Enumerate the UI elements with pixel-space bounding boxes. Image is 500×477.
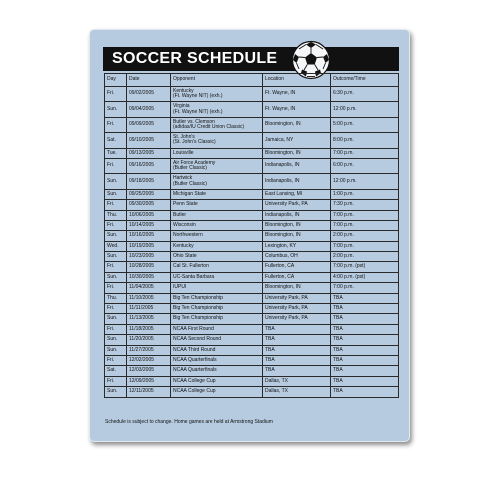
time-cell: 7:00 p.m. bbox=[331, 241, 399, 251]
table-row bbox=[105, 387, 399, 397]
table-row bbox=[105, 376, 399, 386]
time-cell: TBA bbox=[331, 293, 399, 303]
day-cell: Fri. bbox=[105, 158, 127, 173]
date-cell: 11/13/2005 bbox=[127, 314, 171, 324]
time-cell: 12:00 p.m. bbox=[331, 174, 399, 189]
opponent-name: Louisville bbox=[173, 149, 194, 156]
table-row bbox=[105, 304, 399, 314]
day-cell: Thu. bbox=[105, 293, 127, 303]
time-cell: 2:00 p.m. bbox=[331, 231, 399, 241]
time-cell: 7:00 p.m. bbox=[331, 148, 399, 158]
opponent-name: Big Ten Championship bbox=[173, 294, 223, 301]
day-cell: Tue. bbox=[105, 148, 127, 158]
location-cell: Bloomington, IN bbox=[263, 148, 331, 158]
opponent-name: Ohio State bbox=[173, 253, 197, 260]
time-cell: TBA bbox=[331, 314, 399, 324]
time-cell: TBA bbox=[331, 355, 399, 365]
time-cell: 7:00 p.m. bbox=[331, 220, 399, 230]
opponent-cell bbox=[171, 293, 263, 303]
location-cell: University Park, PA bbox=[263, 200, 331, 210]
opponent-cell bbox=[171, 324, 263, 334]
date-cell: 11/20/2005 bbox=[127, 335, 171, 345]
day-cell: Fri. bbox=[105, 355, 127, 365]
day-cell: Thu. bbox=[105, 210, 127, 220]
opponent-name: Air Force Academy bbox=[173, 159, 216, 166]
schedule-card bbox=[89, 29, 410, 442]
table-row bbox=[105, 148, 399, 158]
table-row bbox=[105, 220, 399, 230]
day-cell: Sun. bbox=[105, 272, 127, 282]
time-cell: TBA bbox=[331, 366, 399, 376]
day-cell: Fri. bbox=[105, 87, 127, 102]
date-cell: 09/10/2005 bbox=[127, 133, 171, 148]
location-cell: TBA bbox=[263, 335, 331, 345]
time-cell: 6:30 p.m. bbox=[331, 87, 399, 102]
time-cell: 6:00 p.m. bbox=[331, 158, 399, 173]
location-cell: Fullerton, CA bbox=[263, 262, 331, 272]
table-row bbox=[105, 189, 399, 199]
opponent-cell bbox=[171, 366, 263, 376]
location-cell: Indianapolis, IN bbox=[263, 174, 331, 189]
date-cell: 09/18/2005 bbox=[127, 174, 171, 189]
opponent-cell bbox=[171, 200, 263, 210]
date-cell: 09/25/2005 bbox=[127, 189, 171, 199]
opponent-cell bbox=[171, 117, 263, 132]
table-row bbox=[105, 335, 399, 345]
opponent-cell bbox=[171, 189, 263, 199]
opponent-cell bbox=[171, 174, 263, 189]
time-cell: TBA bbox=[331, 335, 399, 345]
opponent-cell bbox=[171, 304, 263, 314]
location-cell: Lexington, KY bbox=[263, 241, 331, 251]
date-cell: 09/16/2005 bbox=[127, 158, 171, 173]
time-cell: 1:00 p.m. bbox=[331, 189, 399, 199]
date-cell: 10/19/2005 bbox=[127, 241, 171, 251]
opponent-name: Butler vs. Clemson bbox=[173, 118, 215, 125]
table-row bbox=[105, 272, 399, 282]
location-cell: East Lansing, MI bbox=[263, 189, 331, 199]
day-cell: Sun. bbox=[105, 345, 127, 355]
day-cell: Fri. bbox=[105, 324, 127, 334]
opponent-cell bbox=[171, 133, 263, 148]
opponent-cell bbox=[171, 241, 263, 251]
date-cell: 12/02/2005 bbox=[127, 355, 171, 365]
table-row bbox=[105, 102, 399, 117]
opponent-name: NCAA Second Round bbox=[173, 336, 222, 343]
time-cell: TBA bbox=[331, 387, 399, 397]
location-cell: Dallas, TX bbox=[263, 376, 331, 386]
day-cell: Sun. bbox=[105, 252, 127, 262]
date-cell: 12/09/2005 bbox=[127, 376, 171, 386]
opponent-cell bbox=[171, 355, 263, 365]
opponent-note: (Butler Classic) bbox=[173, 180, 207, 187]
date-cell: 11/11/2005 bbox=[127, 304, 171, 314]
table-row bbox=[105, 324, 399, 334]
table-row bbox=[105, 345, 399, 355]
table-row bbox=[105, 174, 399, 189]
location-cell: Jamaica, NY bbox=[263, 133, 331, 148]
date-cell: 09/04/2005 bbox=[127, 102, 171, 117]
opponent-name: Cal St. Fullerton bbox=[173, 263, 209, 270]
time-cell: 7:30 p.m. bbox=[331, 200, 399, 210]
page-title: SOCCER SCHEDULE bbox=[112, 50, 278, 67]
time-cell: 7:00 p.m. (pst) bbox=[331, 262, 399, 272]
opponent-name: Northwestern bbox=[173, 232, 203, 239]
opponent-name: NCAA College Cup bbox=[173, 388, 216, 395]
table-row bbox=[105, 158, 399, 173]
opponent-cell bbox=[171, 387, 263, 397]
day-cell: Sun. bbox=[105, 231, 127, 241]
table-row bbox=[105, 210, 399, 220]
column-header: Outcome/Time bbox=[331, 74, 399, 87]
opponent-name: St. John's bbox=[173, 133, 195, 140]
table-row bbox=[105, 283, 399, 293]
opponent-cell bbox=[171, 262, 263, 272]
time-cell: 2:00 p.m. bbox=[331, 252, 399, 262]
time-cell: 4:00 p.m. (pst) bbox=[331, 272, 399, 282]
location-cell: Bloomington, IN bbox=[263, 231, 331, 241]
table-row bbox=[105, 231, 399, 241]
opponent-cell bbox=[171, 283, 263, 293]
opponent-name: UC-Santa Barbara bbox=[173, 273, 215, 280]
day-cell: Fri. bbox=[105, 262, 127, 272]
opponent-cell bbox=[171, 335, 263, 345]
day-cell: Fri. bbox=[105, 376, 127, 386]
table-row bbox=[105, 252, 399, 262]
date-cell: 10/30/2005 bbox=[127, 272, 171, 282]
title-bar bbox=[103, 47, 399, 71]
date-cell: 11/04/2005 bbox=[127, 283, 171, 293]
opponent-cell bbox=[171, 345, 263, 355]
location-cell: University Park, PA bbox=[263, 304, 331, 314]
opponent-cell bbox=[171, 220, 263, 230]
opponent-name: Kentucky bbox=[173, 242, 194, 249]
opponent-cell bbox=[171, 314, 263, 324]
opponent-name: NCAA Quarterfinals bbox=[173, 367, 217, 374]
column-header: Opponent bbox=[171, 74, 263, 87]
time-cell: TBA bbox=[331, 324, 399, 334]
opponent-name: Big Ten Championship bbox=[173, 305, 223, 312]
table-row bbox=[105, 355, 399, 365]
schedule-table bbox=[104, 73, 399, 398]
date-cell: 10/14/2005 bbox=[127, 220, 171, 230]
location-cell: Fullerton, CA bbox=[263, 272, 331, 282]
opponent-name: NCAA Quarterfinals bbox=[173, 356, 217, 363]
location-cell: TBA bbox=[263, 366, 331, 376]
opponent-name: NCAA College Cup bbox=[173, 377, 216, 384]
day-cell: Sat. bbox=[105, 133, 127, 148]
time-cell: 7:00 p.m. bbox=[331, 283, 399, 293]
date-cell: 11/27/2005 bbox=[127, 345, 171, 355]
date-cell: 12/03/2005 bbox=[127, 366, 171, 376]
opponent-cell bbox=[171, 158, 263, 173]
location-cell: Dallas, TX bbox=[263, 387, 331, 397]
column-header: Location bbox=[263, 74, 331, 87]
location-cell: Bloomington, IN bbox=[263, 283, 331, 293]
time-cell: TBA bbox=[331, 304, 399, 314]
column-header: Day bbox=[105, 74, 127, 87]
date-cell: 09/13/2005 bbox=[127, 148, 171, 158]
day-cell: Fri. bbox=[105, 283, 127, 293]
day-cell: Fri. bbox=[105, 220, 127, 230]
day-cell: Fri. bbox=[105, 117, 127, 132]
table-row bbox=[105, 200, 399, 210]
footnote: Schedule is subject to change. Home games are held at Armstrong Stadium bbox=[105, 419, 273, 425]
opponent-note: (Ft. Wayne NIT) (exh.) bbox=[173, 93, 223, 100]
opponent-name: Michigan State bbox=[173, 190, 207, 197]
opponent-note: (St. John's Classic) bbox=[173, 139, 216, 146]
opponent-name: Kentucky bbox=[173, 87, 194, 94]
opponent-note: (adidas/IU Credit Union Classic) bbox=[173, 123, 245, 130]
opponent-cell bbox=[171, 376, 263, 386]
location-cell: Columbus, OH bbox=[263, 252, 331, 262]
table-row bbox=[105, 293, 399, 303]
table-header-row bbox=[105, 74, 399, 87]
table-row bbox=[105, 87, 399, 102]
location-cell: University Park, PA bbox=[263, 293, 331, 303]
opponent-cell bbox=[171, 272, 263, 282]
day-cell: Wed. bbox=[105, 241, 127, 251]
table-row bbox=[105, 117, 399, 132]
location-cell: Indianapolis, IN bbox=[263, 210, 331, 220]
date-cell: 10/28/2005 bbox=[127, 262, 171, 272]
table-row bbox=[105, 314, 399, 324]
opponent-note: (Butler Classic) bbox=[173, 165, 207, 172]
opponent-name: NCAA Third Round bbox=[173, 346, 216, 353]
date-cell: 09/30/2005 bbox=[127, 200, 171, 210]
date-cell: 11/18/2005 bbox=[127, 324, 171, 334]
column-header: Date bbox=[127, 74, 171, 87]
opponent-name: Penn State bbox=[173, 201, 198, 208]
day-cell: Sat. bbox=[105, 366, 127, 376]
table-row bbox=[105, 133, 399, 148]
time-cell: TBA bbox=[331, 345, 399, 355]
day-cell: Sun. bbox=[105, 102, 127, 117]
date-cell: 10/16/2005 bbox=[127, 231, 171, 241]
day-cell: Sun. bbox=[105, 189, 127, 199]
opponent-name: Wisconsin bbox=[173, 221, 196, 228]
opponent-cell bbox=[171, 252, 263, 262]
time-cell: 8:00 p.m. bbox=[331, 133, 399, 148]
time-cell: TBA bbox=[331, 376, 399, 386]
location-cell: TBA bbox=[263, 324, 331, 334]
location-cell: Ft. Wayne, IN bbox=[263, 87, 331, 102]
location-cell: TBA bbox=[263, 355, 331, 365]
day-cell: Fri. bbox=[105, 200, 127, 210]
opponent-cell bbox=[171, 231, 263, 241]
opponent-name: Virginia bbox=[173, 103, 190, 110]
day-cell: Fri. bbox=[105, 304, 127, 314]
date-cell: 09/02/2005 bbox=[127, 87, 171, 102]
opponent-cell bbox=[171, 148, 263, 158]
day-cell: Sun. bbox=[105, 387, 127, 397]
time-cell: 12:00 p.m. bbox=[331, 102, 399, 117]
opponent-name: Hartwick bbox=[173, 175, 193, 182]
table-row bbox=[105, 262, 399, 272]
opponent-name: IUPUI bbox=[173, 284, 187, 291]
opponent-name: Big Ten Championship bbox=[173, 315, 223, 322]
opponent-cell bbox=[171, 87, 263, 102]
opponent-cell bbox=[171, 210, 263, 220]
day-cell: Sun. bbox=[105, 335, 127, 345]
opponent-cell bbox=[171, 102, 263, 117]
date-cell: 10/06/2005 bbox=[127, 210, 171, 220]
day-cell: Sun. bbox=[105, 314, 127, 324]
table-row bbox=[105, 241, 399, 251]
date-cell: 10/23/2005 bbox=[127, 252, 171, 262]
location-cell: TBA bbox=[263, 345, 331, 355]
time-cell: 7:00 p.m. bbox=[331, 210, 399, 220]
date-cell: 09/09/2005 bbox=[127, 117, 171, 132]
date-cell: 11/10/2005 bbox=[127, 293, 171, 303]
opponent-name: NCAA First Round bbox=[173, 325, 214, 332]
location-cell: Ft. Wayne, IN bbox=[263, 102, 331, 117]
opponent-name: Butler bbox=[173, 211, 187, 218]
day-cell: Sun. bbox=[105, 174, 127, 189]
time-cell: 5:00 p.m. bbox=[331, 117, 399, 132]
date-cell: 12/11/2005 bbox=[127, 387, 171, 397]
table-row bbox=[105, 366, 399, 376]
location-cell: Bloomington, IN bbox=[263, 117, 331, 132]
opponent-note: (Ft. Wayne NIT) (exh.) bbox=[173, 108, 223, 115]
location-cell: University Park, PA bbox=[263, 314, 331, 324]
location-cell: Indianapolis, IN bbox=[263, 158, 331, 173]
location-cell: Bloomington, IN bbox=[263, 220, 331, 230]
